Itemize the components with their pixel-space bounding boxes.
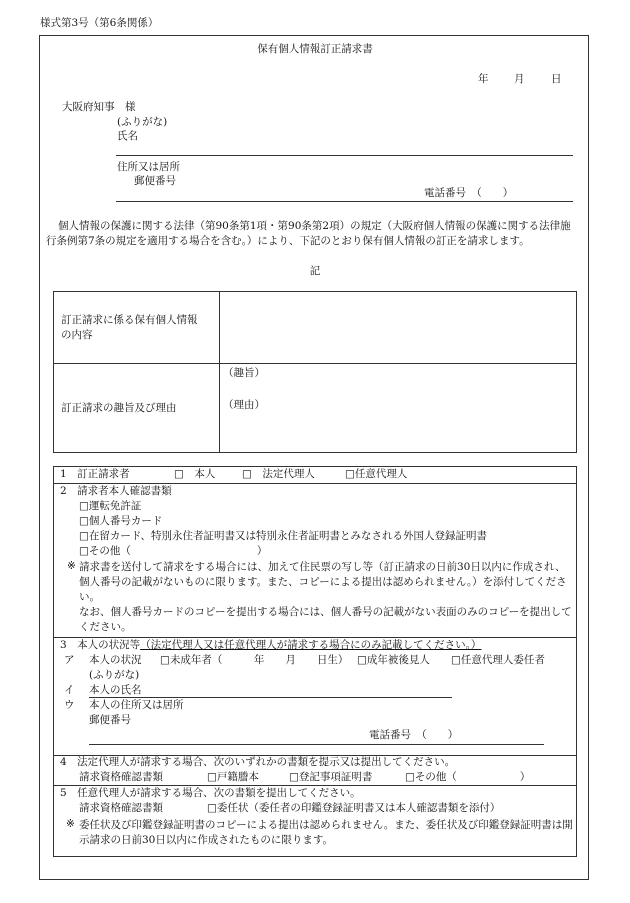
section2-item-other: □その他（ ） [79,545,268,557]
section-divider [54,637,576,638]
request-details-table [53,291,577,453]
section2-label: 2 請求者本人確認書類 [60,485,172,497]
section5-note: 委任状及び印鑑登録証明書のコピーによる提出は認められません。また、委任状及び印鑑登録証明書は開示請求の日前30日以内に作成されたものに限ります。 [79,819,573,846]
section3-option-minor: □未成年者（ 年 月 日生） [160,654,349,666]
document-title: 保有個人情報訂正請求書 [257,43,373,55]
intro-paragraph: 個人情報の保護に関する法律（第90条第1項・第90条第2項）の規定（大阪府個人情報の保護に関する法律施行条例第7条の規定を適用する場合を含む。）により、下記のとおり保有個人情報の訂正を請求します。 [46,220,571,247]
section3-option-principal: □任意代理人委任者 [451,654,545,666]
section2-note1: 請求書を送付して請求をする場合には、加えて住民票の写し等（訂正請求の日前30日以内に作成され、個人番号の記載がないものに限ります。また、コピーによる提出は認められません。）を添付してください。 [79,561,567,603]
section3-u-marker: ウ [64,699,75,711]
shushi-label: （趣旨） [223,367,265,379]
section3-label [60,639,481,652]
addressee: 大阪府知事 様 [62,101,136,113]
table-row-divider [54,363,576,364]
section4-line: 4 法定代理人が請求する場合、次のいずれかの書類を提示又は提出してください。 [60,756,456,768]
section1-option-proxy: □任意代理人 [345,468,408,480]
requester-phone-label: 電話番号 （ ） [424,187,514,199]
section3-label-prefix: 3 本人の状況等 [60,639,141,651]
section3-furigana-label: (ふりがな) [89,669,140,681]
name-underline [116,155,573,156]
section3-address-underline [89,744,544,745]
section5-doc-label: 請求資格確認書類 [79,802,163,814]
section1-option-self: □ 本人 [174,468,216,480]
section5-line: 5 任意代理人が請求する場合、次の書類を提出してください。 [60,787,361,799]
section4-option-registry: □登記事項証明書 [289,771,373,783]
section2-item-mynumber: □個人番号カード [79,515,163,527]
info-content-label-line1: 訂正請求に係る保有個人情報 [61,314,198,326]
requester-furigana-label: (ふりがな) [117,116,168,128]
address-underline [116,201,573,202]
requester-postal-label: 郵便番号 [134,175,176,187]
section3-i-marker: イ [64,684,75,696]
section3-postal-label: 郵便番号 [89,714,131,726]
section-divider [54,483,576,484]
section3-label-note: （法定代理人又は任意代理人が請求する場合にのみ記載してください。） [140,639,482,651]
section3-name-underline [89,697,452,698]
date-day: 日 [551,73,562,85]
section2-item-license: □運転免許証 [79,500,142,512]
section3-name-label: 本人の氏名 [89,684,142,696]
requester-address-label: 住所又は居所 [117,161,180,173]
section5-option-poa: □委任状（委任者の印鑑登録証明書又は本人確認書類を添付） [207,802,501,814]
date-year: 年 [478,73,489,85]
section-divider [54,785,576,786]
section1-option-legal: □ 法定代理人 [242,468,315,480]
section3-a-label: 本人の状況 [89,654,142,666]
info-content-label-line2: の内容 [61,329,93,341]
section3-phone-label: 電話番号 （ ） [369,729,459,741]
section4-doc-label: 請求資格確認書類 [79,771,163,783]
form-number: 様式第3号（第6条関係） [40,17,159,29]
section5-note-mark: ※ [66,818,75,830]
reason-label: 訂正請求の趣旨及び理由 [61,402,177,414]
riyu-label: （理由） [223,399,265,411]
table-column-divider [219,292,220,452]
section4-option-koseki: □戸籍謄本 [207,771,259,783]
date-month: 月 [514,73,525,85]
section2-item-residence: □在留カード、特別永住者証明書又は特別永住者証明書とみなされる外国人登録証明書 [79,530,487,542]
ki-label: 記 [309,265,321,277]
requester-name-label: 氏名 [117,130,138,142]
section3-address-label: 本人の住所又は居所 [89,699,184,711]
section1-label: 1 訂正請求者 [60,468,130,480]
section2-note-mark: ※ [67,560,76,572]
section3-option-ward: □成年被後見人 [357,654,430,666]
section2-note2: なお、個人番号カードのコピーを提出する場合には、個人番号の記載がない表面のみのコピーを提出してください。 [79,606,572,633]
section3-a-marker: ア [64,654,75,666]
section4-option-other: □その他（ ） [405,771,531,783]
